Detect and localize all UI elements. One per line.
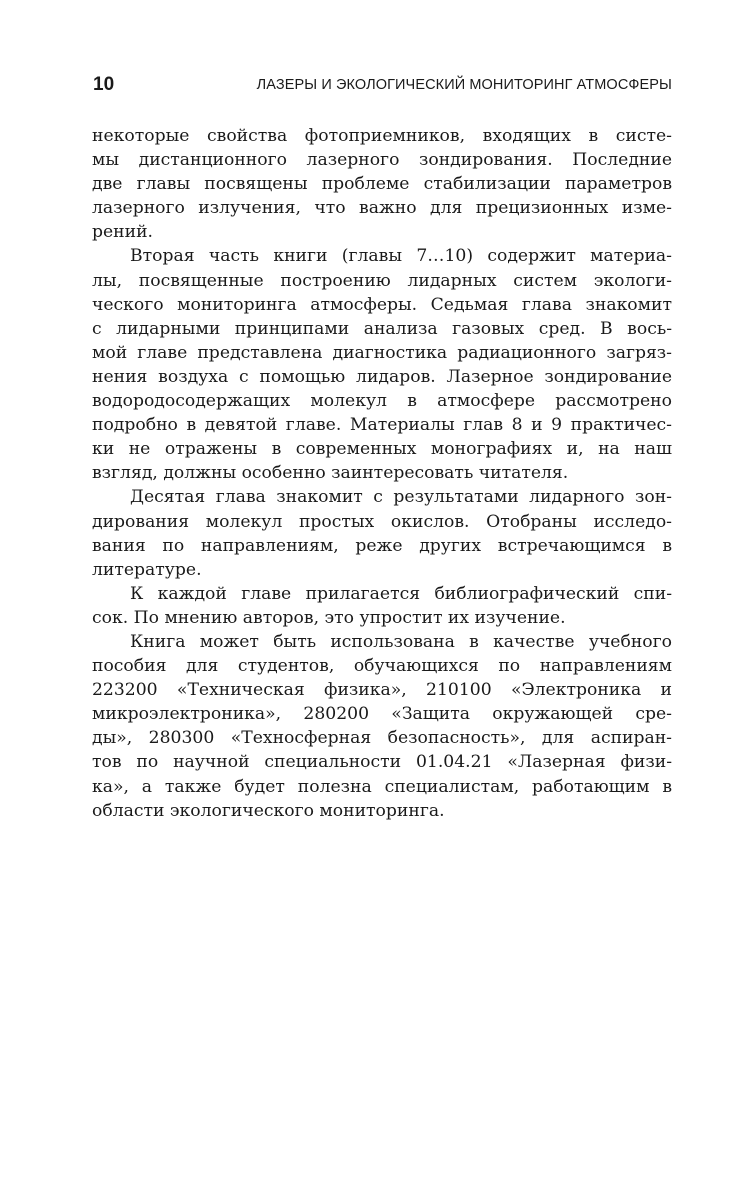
paragraph [92, 124, 672, 244]
text-line: нения воздуха с помощью лидаров. Лазерное зондирование [92, 366, 672, 387]
text-line: водородосодержащих молекул в атмосфере рассмотрено [92, 391, 672, 412]
paragraph [92, 244, 672, 485]
text-line: мы дистанционного лазерного зондирования. Последние [92, 150, 672, 171]
text-line: сок. По мнению авторов, это упростит их изучение. [92, 607, 566, 628]
text-line: Вторая часть книги (главы 7…10) содержит материа- [130, 246, 672, 267]
text-line: ды», 280300 «Техносферная безопасность», для аспиран- [92, 728, 672, 749]
text-line: ка», а также будет полезна специалистам, работающим в [92, 776, 672, 797]
text-line: Книга может быть использована в качестве учебного [130, 631, 672, 652]
text-line: ки не отражены в современных монографиях и, на наш [92, 439, 672, 460]
text-line: подробно в девятой главе. Материалы глав 8 и 9 практичес- [92, 415, 672, 436]
text-line: рений. [92, 222, 154, 243]
text-line: литературе. [92, 559, 202, 580]
text-line: две главы посвящены проблеме стабилизации параметров [92, 174, 672, 195]
text-line: ческого мониторинга атмосферы. Седьмая глава знакомит [92, 294, 672, 315]
text-line: пособия для студентов, обучающихся по направлениям [92, 656, 672, 677]
text-line: области экологического мониторинга. [92, 800, 445, 821]
running-header [93, 72, 672, 98]
text-line: Десятая глава знакомит с результатами лидарного зон- [130, 487, 672, 508]
paragraph [92, 485, 672, 581]
text-line: 223200 «Техническая физика», 210100 «Электроника и [92, 680, 672, 701]
text-line: лазерного излучения, что важно для прецизионных изме- [92, 198, 672, 219]
running-title: ЛАЗЕРЫ И ЭКОЛОГИЧЕСКИЙ МОНИТОРИНГ АТМОСФЕРЫ [256, 77, 672, 93]
paragraph [92, 630, 672, 823]
text-line: мой главе представлена диагностика радиационного загряз- [92, 342, 672, 363]
text-line: К каждой главе прилагается библиографический спи- [130, 583, 672, 604]
text-line: тов по научной специальности 01.04.21 «Лазерная физи- [92, 752, 672, 773]
text-line: дирования молекул простых окислов. Отобраны исследо- [92, 511, 672, 532]
text-line: вания по направлениям, реже других встречающимся в [92, 535, 672, 556]
page-number: 10 [93, 74, 115, 95]
paragraph [92, 582, 672, 630]
body-text [92, 124, 672, 823]
text-line: микроэлектроника», 280200 «Защита окружающей сре- [92, 704, 672, 725]
text-line: лы, посвященные построению лидарных систем экологи- [92, 270, 672, 291]
text-line: взгляд, должны особенно заинтересовать читателя. [92, 463, 569, 484]
text-line: некоторые свойства фотоприемников, входящих в систе- [92, 126, 672, 146]
text-line: с лидарными принципами анализа газовых сред. В вось- [92, 318, 672, 339]
